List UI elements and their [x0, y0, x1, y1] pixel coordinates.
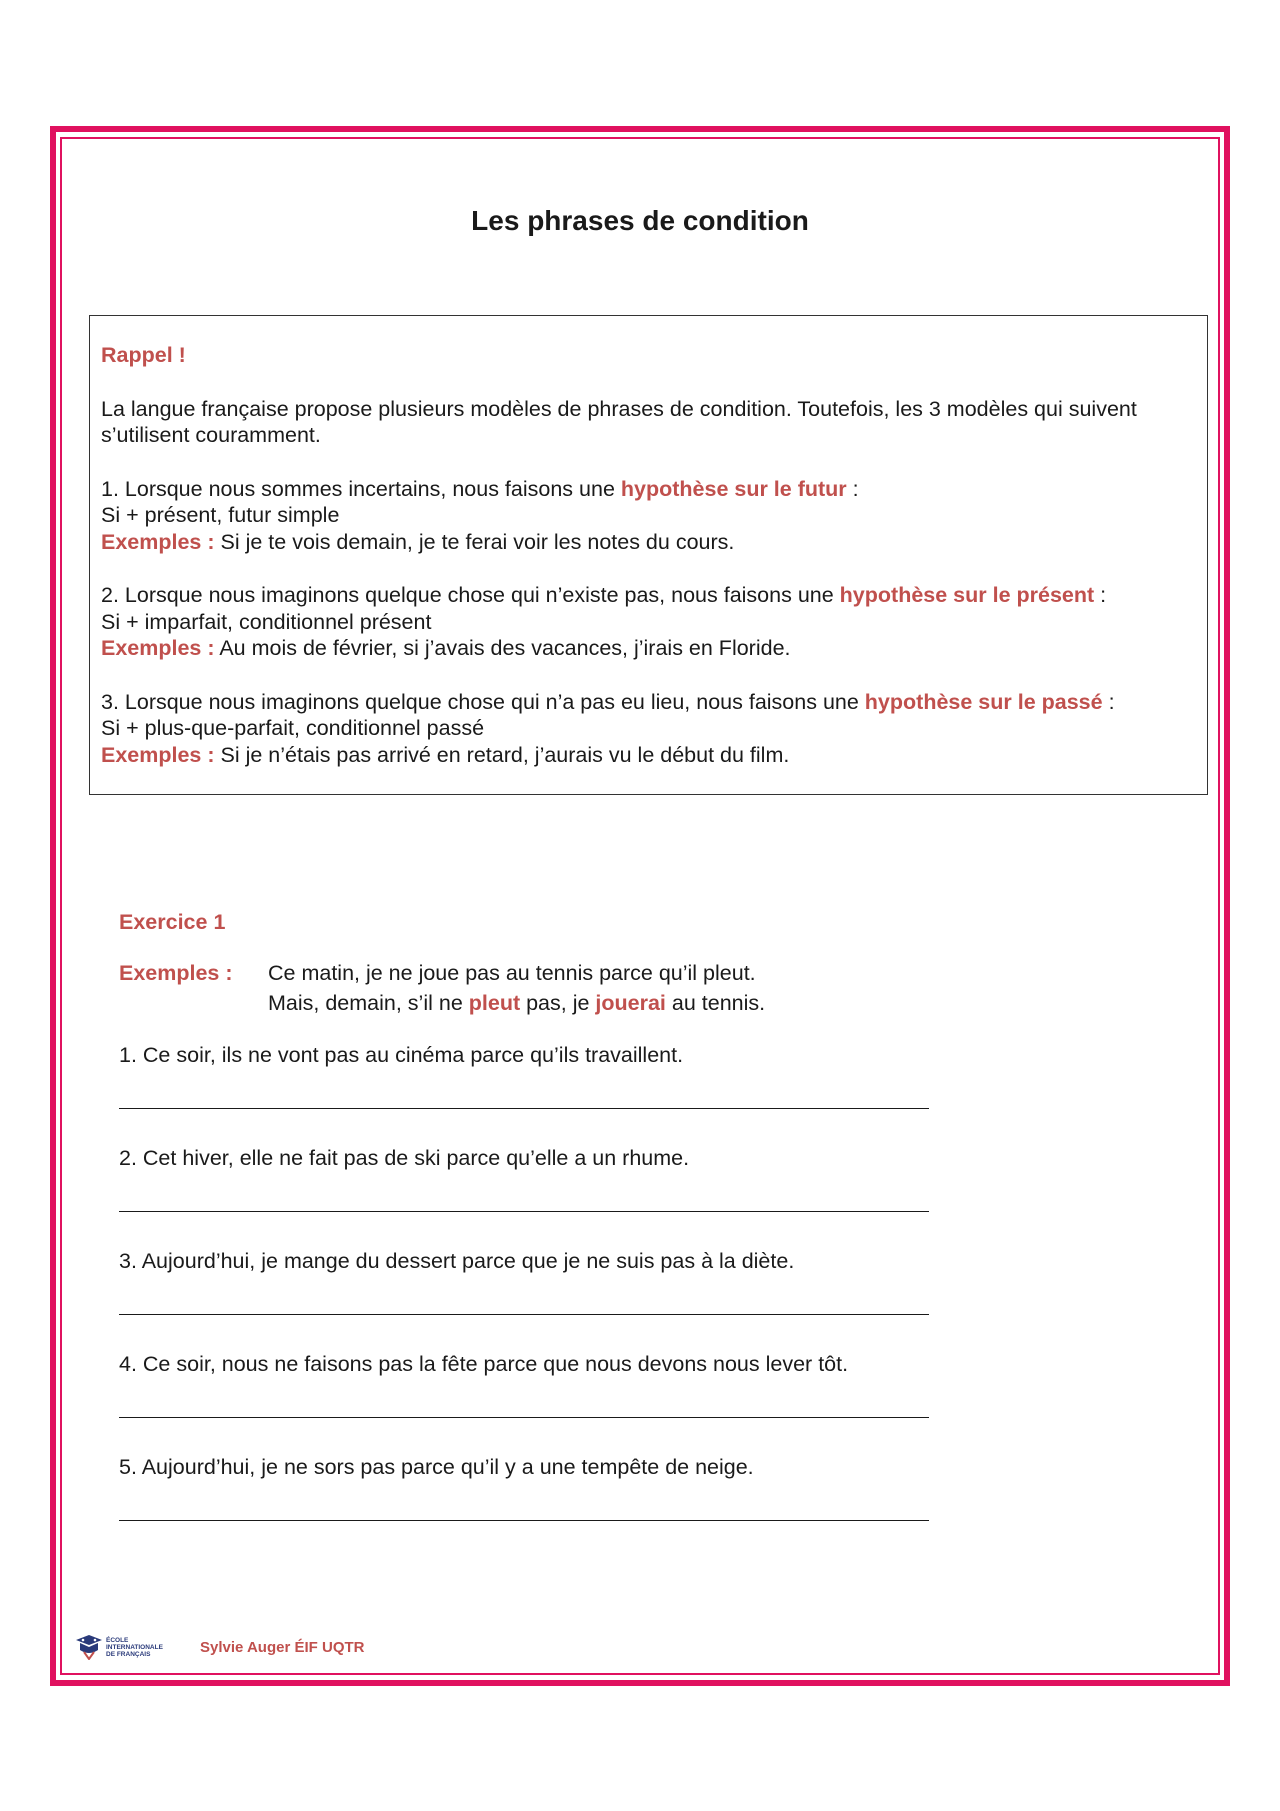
question-item — [119, 1452, 1119, 1555]
exercise-example — [119, 958, 1119, 1018]
rappel-title: Rappel ! — [101, 343, 186, 367]
answer-line[interactable] — [119, 1314, 929, 1315]
example-highlight-verb: jouerai — [595, 991, 666, 1015]
footer-author: Sylvie Auger ÉIF UQTR — [200, 1638, 365, 1656]
example-highlight-verb: pleut — [468, 991, 521, 1015]
rappel-item-pattern: Si + plus-que-parfait, conditionnel passé — [101, 716, 485, 740]
rappel-item-lead: 3. Lorsque nous imaginons quelque chose qui n’a pas eu lieu, nous faisons une — [101, 689, 865, 714]
question-text: 3. Aujourd’hui, je mange du dessert parce que je ne suis pas à la diète. — [119, 1249, 795, 1273]
exercise-example-label: Exemples : — [119, 961, 233, 985]
example-text-part: pas, je — [520, 991, 596, 1015]
example-text-part: au tennis. — [665, 991, 766, 1015]
exercise-example-line-2 — [268, 988, 765, 1018]
school-logo-icon — [74, 1634, 104, 1660]
exercise-section — [119, 907, 1119, 1555]
rappel-intro: La langue française propose plusieurs modèles de phrases de condition. Toutefois, les 3 modèles qui suivent s’utilisent couramment. — [101, 396, 1137, 447]
rappel-item-lead: 1. Lorsque nous sommes incertains, nous faisons une — [101, 476, 621, 501]
question-item — [119, 1246, 1119, 1349]
exercise-example-line-1: Ce matin, je ne joue pas au tennis parce qu’il pleut. — [268, 961, 756, 985]
rappel-box — [89, 315, 1208, 795]
rappel-item-3 — [101, 689, 1195, 769]
page-title: Les phrases de condition — [471, 205, 809, 236]
rappel-item-highlight: hypothèse sur le passé — [864, 689, 1103, 714]
question-text: 5. Aujourd’hui, je ne sors pas parce qu’il y a une tempête de neige. — [119, 1455, 754, 1479]
rappel-item-1 — [101, 476, 1195, 556]
question-text: 1. Ce soir, ils ne vont pas au cinéma parce qu’ils travaillent. — [119, 1043, 684, 1067]
logo-text-line: ÉCOLE — [106, 1636, 129, 1644]
answer-line[interactable] — [119, 1211, 929, 1212]
question-item — [119, 1040, 1119, 1143]
rappel-item-lead: 2. Lorsque nous imaginons quelque chose qui n’existe pas, nous faisons une — [101, 583, 840, 607]
school-logo — [74, 1634, 162, 1660]
rappel-item-example-label: Exemples : — [101, 529, 215, 554]
logo-text-line: DE FRANÇAIS — [106, 1650, 151, 1658]
answer-line[interactable] — [119, 1108, 929, 1109]
exercise-example-text — [268, 958, 765, 1018]
answer-line[interactable] — [119, 1520, 929, 1521]
school-logo-text — [106, 1637, 162, 1658]
answer-line[interactable] — [119, 1417, 929, 1418]
rappel-item-highlight: hypothèse sur le futur — [620, 476, 847, 501]
question-list — [119, 1040, 1119, 1555]
question-item — [119, 1349, 1119, 1452]
rappel-item-tail: : — [1094, 583, 1107, 607]
rappel-item-example-label: Exemples : — [101, 742, 215, 767]
rappel-item-pattern: Si + imparfait, conditionnel présent — [101, 609, 432, 634]
question-text: 2. Cet hiver, elle ne fait pas de ski parce qu’elle a un rhume. — [119, 1146, 690, 1170]
logo-text-line: INTERNATIONALE — [106, 1643, 163, 1651]
rappel-item-example: Si je te vois demain, je te ferai voir les notes du cours. — [214, 529, 735, 554]
exercise-title: Exercice 1 — [119, 910, 226, 934]
rappel-item-pattern: Si + présent, futur simple — [101, 503, 340, 527]
rappel-item-2 — [101, 582, 1195, 662]
question-text: 4. Ce soir, nous ne faisons pas la fête parce que nous devons nous lever tôt. — [119, 1352, 849, 1376]
rappel-item-example: Si je n’étais pas arrivé en retard, j’aurais vu le début du film. — [214, 742, 790, 767]
rappel-item-highlight: hypothèse sur le présent — [839, 583, 1095, 607]
rappel-item-tail: : — [1102, 689, 1115, 714]
rappel-item-example-label: Exemples : — [101, 636, 215, 660]
question-item — [119, 1143, 1119, 1246]
footer — [74, 1634, 364, 1660]
rappel-item-example: Au mois de février, si j’avais des vacances, j’irais en Floride. — [214, 636, 791, 660]
example-text-part: Mais, demain, s’il ne — [268, 991, 469, 1015]
rappel-item-tail: : — [846, 476, 859, 501]
